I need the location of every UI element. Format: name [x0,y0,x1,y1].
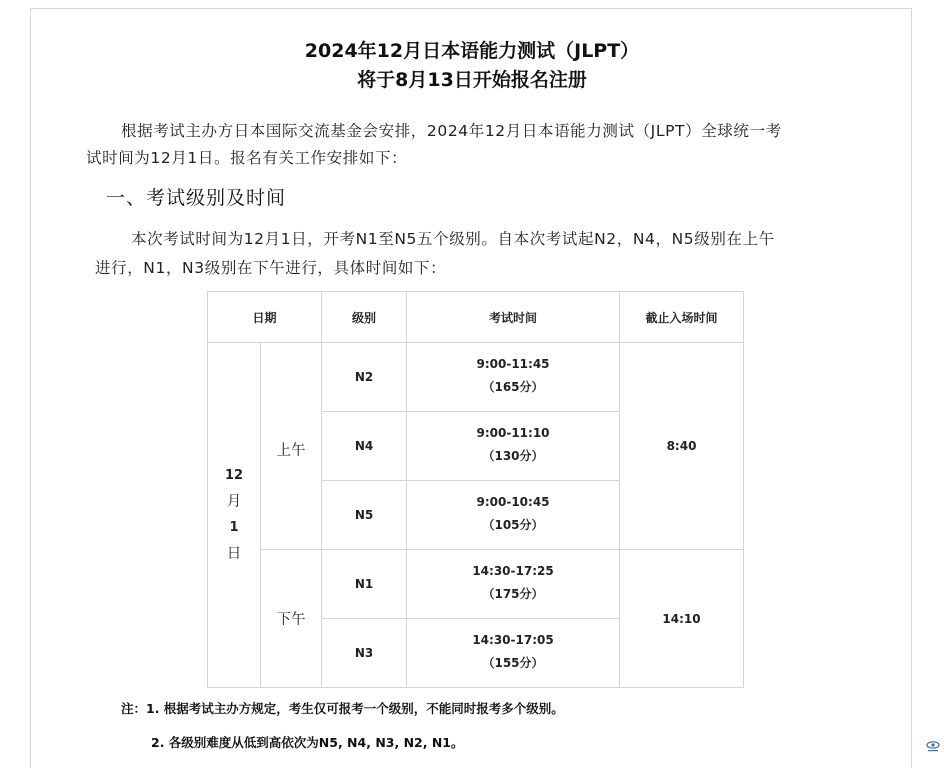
level-cell: N3 [322,619,407,688]
time-cell [407,619,620,688]
header-date: 日期 [208,292,322,343]
time-cell [407,481,620,550]
time-duration: （130分） [482,449,544,463]
section-paragraph-line2: 进行，N1，N3级别在下午进行，具体时间如下： [95,259,447,277]
table-header-row [208,292,744,343]
table-row [208,550,744,619]
header-level: 级别 [322,292,407,343]
level-cell: N5 [322,481,407,550]
time-cell [407,550,620,619]
time-duration: （175分） [482,587,544,601]
time-duration: （155分） [482,656,544,670]
note-1: 注：1. 根据考试主办方规定，考生仅可报考一个级别，不能同时报考多个级别。 [121,701,564,716]
date-part: 1 [229,520,239,535]
page-title-line2: 将于8月13日开始报名注册 [357,69,587,91]
note-2: 2. 各级别难度从低到高依次为N5, N4, N3, N2, N1。 [151,735,464,750]
date-part: 日 [226,546,242,562]
time-duration: （105分） [482,518,544,532]
date-part: 12 [224,468,244,483]
time-cell [407,343,620,412]
page-title-line1: 2024年12月日本语能力测试（JLPT） [304,40,640,62]
time-cell [407,412,620,481]
eye-logo-icon [926,739,940,753]
level-cell: N2 [322,343,407,412]
time-range: 14:30-17:05 [472,633,554,647]
intro-paragraph-line2: 试时间为12月1日。报名有关工作安排如下： [86,149,408,167]
section-heading: 一、考试级别及时间 [106,187,287,209]
time-range: 9:00-11:45 [476,357,550,371]
period-afternoon: 下午 [261,550,322,688]
cutoff-morning: 8:40 [620,343,744,550]
level-cell: N1 [322,550,407,619]
intro-paragraph-line1: 根据考试主办方日本国际交流基金会安排，2024年12月日本语能力测试（JLPT）全球统一考 [121,122,782,140]
period-morning: 上午 [261,343,322,550]
header-cutoff-time: 截止入场时间 [620,292,744,343]
header-exam-time: 考试时间 [407,292,620,343]
date-part: 月 [226,494,242,510]
time-range: 9:00-10:45 [476,495,550,509]
date-cell [208,343,261,688]
section-paragraph-line1: 本次考试时间为12月1日，开考N1至N5五个级别。自本次考试起N2，N4，N5级别在上午 [131,230,775,248]
exam-schedule-table [207,291,744,688]
time-duration: （165分） [482,380,544,394]
time-range: 9:00-11:10 [476,426,550,440]
time-range: 14:30-17:25 [472,564,554,578]
cutoff-afternoon: 14:10 [620,550,744,688]
table-row [208,343,744,412]
level-cell: N4 [322,412,407,481]
